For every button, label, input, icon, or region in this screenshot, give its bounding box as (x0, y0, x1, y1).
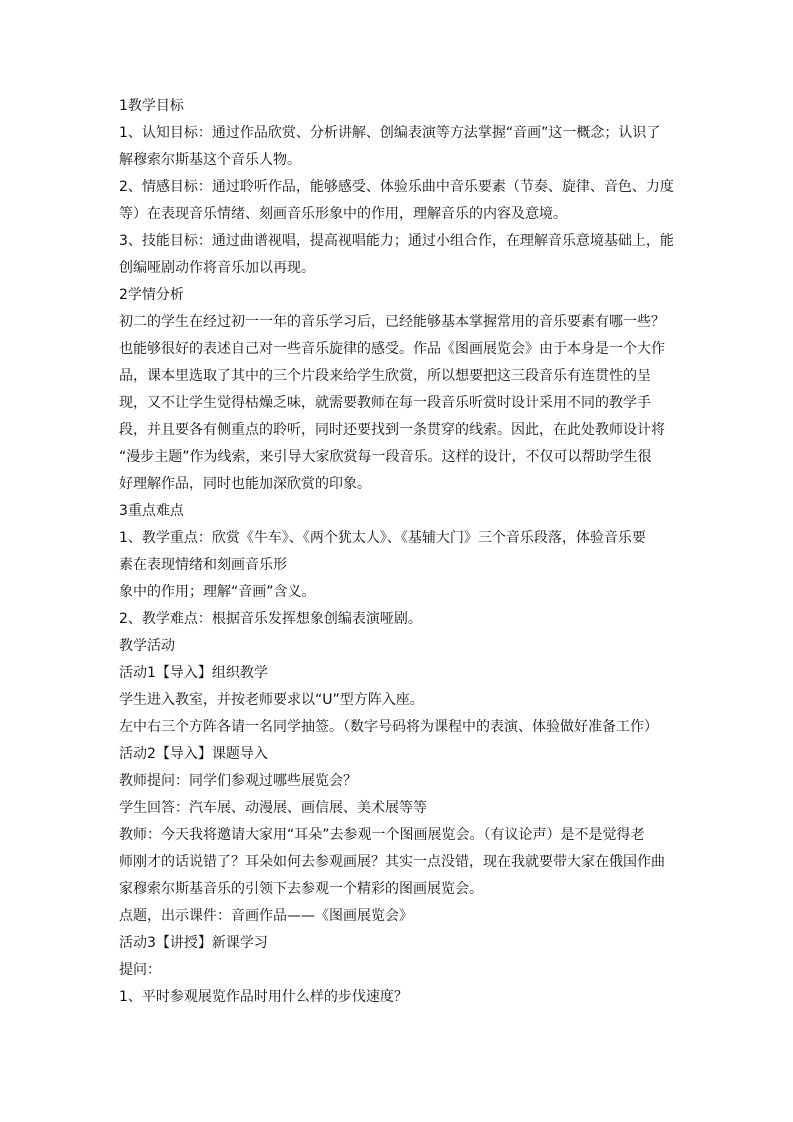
paragraph-line: 左中右三个方阵各请一名同学抽签。（数字号码将为课程中的表演、体验做好准备工作） (119, 719, 658, 735)
paragraph-line: 段，并且要各有侧重点的聆听，同时还要找到一条贯穿的线索。因此，在此处教师设计将 (119, 422, 665, 438)
paragraph-line: 学生回答：汽车展、动漫展、画信展、美术展等等 (119, 800, 427, 816)
paragraph-line: 3、技能目标：通过曲谱视唱，提高视唱能力；通过小组合作，在理解音乐意境基础上，能 (119, 233, 674, 249)
paragraph-line: 品，课本里选取了其中的三个片段来给学生欣赏，所以想要把这三段音乐有连贯性的呈 (119, 368, 651, 384)
paragraph-line: 好理解作品，同时也能加深欣赏的印象。 (119, 476, 371, 492)
section-heading-analysis: 2学情分析 (119, 287, 184, 303)
activity-heading: 活动3【讲授】新课学习 (119, 935, 268, 951)
paragraph-line: 2、情感目标：通过聆听作品，能够感受、体验乐曲中音乐要素（节奏、旋律、音色、力度 (119, 179, 674, 195)
section-heading-objectives: 1教学目标 (119, 98, 184, 114)
paragraph-line: 2、教学难点：根据音乐发挥想象创编表演哑剧。 (119, 611, 422, 627)
paragraph-line: 1、教学重点：欣赏《牛车》、《两个犹太人》、《基辅大门》三个音乐段落，体验音乐要 (119, 530, 646, 546)
paragraph-line: 点题，出示课件：音画作品——《图画展览会》 (119, 908, 413, 924)
paragraph-line: 提问： (119, 962, 161, 978)
paragraph-line: 等）在表现音乐情绪、刻画音乐形象中的作用，理解音乐的内容及意境。 (119, 206, 567, 222)
paragraph-line: 初二的学生在经过初一一年的音乐学习后，已经能够基本掌握常用的音乐要素有哪一些？ (119, 314, 665, 330)
paragraph-line: “漫步主题”作为线索，来引导大家欣赏每一段音乐。这样的设计，不仅可以帮助学生很 (119, 449, 652, 465)
paragraph-line: 象中的作用；理解“音画”含义。 (119, 584, 316, 600)
paragraph-line: 素在表现情绪和刻画音乐形 (119, 557, 287, 573)
paragraph-line: 现，又不让学生觉得枯燥乏味，就需要教师在每一段音乐听赏时设计采用不同的教学手 (119, 395, 651, 411)
paragraph-line: 学生进入教室，并按老师要求以“U”型方阵入座。 (119, 692, 424, 708)
section-heading-key-points: 3重点难点 (119, 503, 184, 519)
activity-heading: 活动2【导入】课题导入 (119, 746, 268, 762)
paragraph-line: 家穆索尔斯基音乐的引领下去参观一个精彩的图画展览会。 (119, 881, 483, 897)
paragraph-line: 教师提问：同学们参观过哪些展览会？ (119, 773, 357, 789)
paragraph-line: 1、平时参观展览作品时用什么样的步伐速度？ (119, 989, 408, 1005)
paragraph-line: 师刚才的话说错了？耳朵如何去参观画展？其实一点没错，现在我就要带大家在俄国作曲 (119, 854, 665, 870)
section-heading-activities: 教学活动 (119, 638, 175, 654)
paragraph-line: 也能够很好的表述自己对一些音乐旋律的感受。作品《图画展览会》由于本身是一个大作 (119, 341, 665, 357)
paragraph-line: 1、认知目标：通过作品欣赏、分析讲解、创编表演等方法掌握“音画”这一概念；认识了 (119, 125, 661, 141)
activity-heading: 活动1【导入】组织教学 (119, 665, 268, 681)
paragraph-line: 创编哑剧动作将音乐加以再现。 (119, 260, 315, 276)
paragraph-line: 解穆索尔斯基这个音乐人物。 (119, 152, 301, 168)
document-body (119, 93, 679, 1011)
paragraph-line: 教师：今天我将邀请大家用“耳朵”去参观一个图画展览会。（有议论声）是不是觉得老 (119, 827, 645, 843)
